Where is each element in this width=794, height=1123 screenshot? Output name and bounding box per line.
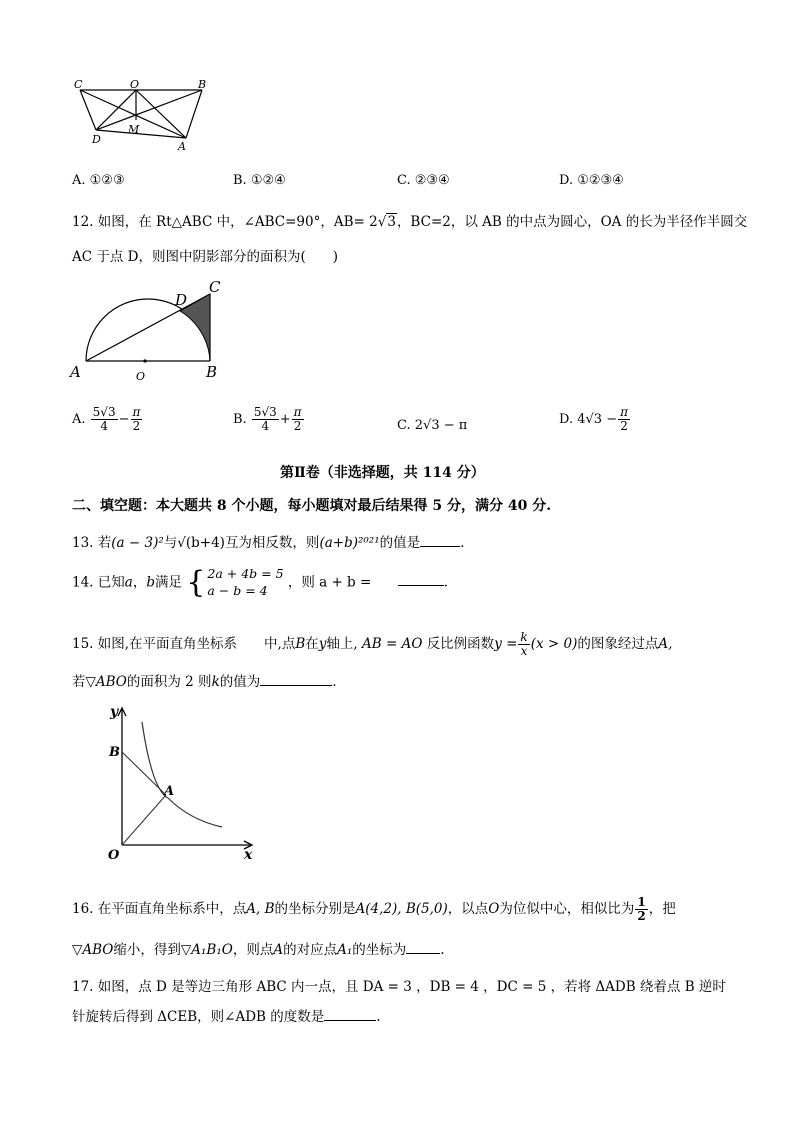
q16-line1: 16. 在平面直角坐标系中，点A, B的坐标分别是A(4,2), B(5,0)，以点O为位似中心，相似比为 $\frac{1}{2}$ ，把 bbox=[72, 895, 676, 924]
q11-option-b: B. ①②④ bbox=[233, 173, 286, 188]
q14-answer-blank[interactable] bbox=[398, 573, 444, 586]
label-o: O bbox=[108, 848, 120, 863]
figure-q11 bbox=[70, 78, 220, 156]
label-c: C bbox=[209, 278, 221, 296]
q12-option-d: D. 4√3 − $\frac{\pi}{2}$ bbox=[559, 405, 628, 434]
q15-line2: 若▽ABO的面积为 2 则k的值为 . bbox=[72, 674, 337, 690]
axis-x-label: x bbox=[244, 847, 253, 863]
q11-option-c: C. ②③④ bbox=[397, 173, 450, 188]
figure-q15 bbox=[100, 700, 265, 870]
label-c: C bbox=[74, 78, 83, 91]
axis-y-label: y bbox=[110, 704, 119, 720]
figure-q12 bbox=[68, 276, 228, 386]
label-a: A bbox=[164, 784, 175, 799]
q12-text-a: 12. 如图，在 Rt△ABC 中，∠ABC=90°，AB= 2 bbox=[72, 214, 378, 230]
label-d: D bbox=[175, 291, 188, 309]
label-o: O bbox=[130, 78, 140, 91]
q17-line1: 17. 如图，点 D 是等边三角形 ABC 内一点，且 DA = 3 ，DB = 4 ，DC = 5 ，若将 ΔADB 绕着点 B 逆时 bbox=[72, 979, 726, 995]
q17-line2: 针旋转后得到 ΔCEB，则∠ADB 的度数是 . bbox=[72, 1009, 381, 1025]
q17-answer-blank[interactable] bbox=[324, 1008, 376, 1021]
q15-answer-blank[interactable] bbox=[260, 673, 332, 686]
q14-system: { 2a + 4b = 5 a − b = 4 bbox=[186, 564, 284, 600]
q12-option-a: A. $\frac{5√3}{4}$ − $\frac{\pi}{2}$ bbox=[72, 405, 141, 434]
q12-option-c: C. 2√3 − π bbox=[397, 418, 468, 433]
q11-option-a: A. ①②③ bbox=[72, 173, 125, 188]
q13-answer-blank[interactable] bbox=[420, 534, 460, 547]
q15-line1: 15. 如图,在平面直角坐标系 中,点B在y轴上, AB = AO 反比例函数y = $\frac{k}{x}$ (x > 0)的图象经过点A, bbox=[72, 630, 673, 659]
label-b: B bbox=[198, 78, 207, 91]
q16-answer-blank[interactable] bbox=[406, 941, 440, 954]
q12-text-b: ，BC=2，以 AB 的中点为圆心，OA 的长为半径作半圆交 bbox=[396, 214, 748, 230]
q12-line1 bbox=[72, 210, 747, 230]
label-a: A bbox=[178, 140, 186, 153]
q11-option-d: D. ①②③④ bbox=[559, 173, 624, 188]
q12-option-b: B. $\frac{5√3}{4}$ + $\frac{\pi}{2}$ bbox=[233, 405, 302, 434]
q12-line2: AC 于点 D，则图中阴影部分的面积为( ) bbox=[72, 249, 339, 265]
label-a: A bbox=[70, 363, 81, 381]
label-b: B bbox=[109, 745, 120, 760]
label-d: D bbox=[92, 133, 101, 146]
label-m: M bbox=[128, 123, 140, 136]
q16-line2: ▽ABO缩小，得到▽A₁B₁O，则点A的对应点A₁的坐标为 . bbox=[72, 942, 445, 958]
q12-sqrt: √3 bbox=[377, 214, 396, 230]
label-o: O bbox=[136, 370, 146, 383]
section2-heading: 二、填空题：本大题共 8 个小题，每小题填对最后结果得 5 分，满分 40 分. bbox=[72, 498, 552, 514]
label-b: B bbox=[206, 363, 218, 381]
part2-title: 第Ⅱ卷（非选择题，共 114 分） bbox=[280, 465, 485, 481]
q13: 13. 若(a − 3)²与√(b+4)互为相反数，则(a+b)²⁰²¹的值是 . bbox=[72, 535, 465, 551]
q14: 14. 已知a，b满足 { 2a + 4b = 5 a − b = 4 ，则 a + b = . bbox=[72, 564, 448, 600]
